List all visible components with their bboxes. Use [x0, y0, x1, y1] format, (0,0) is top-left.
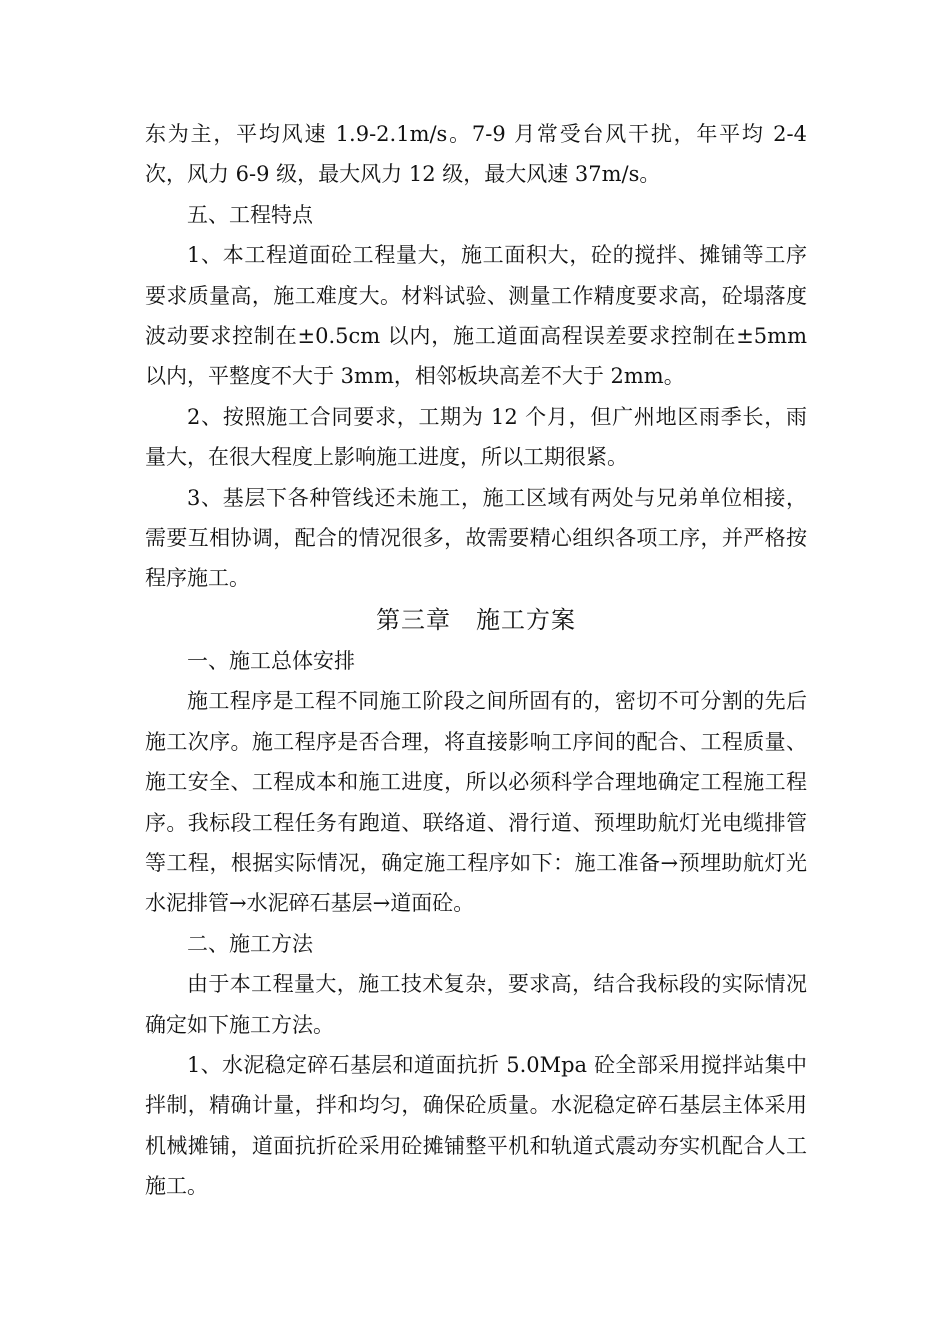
document-page: [145, 114, 807, 1207]
paragraph-climate-continued: 东为主，平均风速 1.9-2.1m/s。7-9 月常受台风干扰，年平均 2-4 次，风力 6-9 级，最大风力 12 级，最大风速 37m/s。: [145, 122, 807, 187]
paragraph-method-intro: 由于本工程量大，施工技术复杂，要求高，结合我标段的实际情况确定如下施工方法。: [145, 972, 807, 1037]
paragraph-method-1: 1、水泥稳定碎石基层和道面抗折 5.0Mpa 砼全部采用搅拌站集中拌制，精确计量，拌和均匀，确保砼质量。水泥稳定碎石基层主体采用机械摊铺，道面抗折砼采用砼摊铺整平机和轨道式震动夯实机配合人工施工。: [145, 1052, 807, 1199]
paragraph-arrangement: 施工程序是工程不同施工阶段之间所固有的，密切不可分割的先后施工次序。施工程序是否合理，将直接影响工序间的配合、工程质量、施工安全、工程成本和施工进度，所以必须科学合理地确定工程施工程序。我标段工程任务有跑道、联络道、滑行道、预埋助航灯光电缆排管等工程，根据实际情况，确定施工程序如下：施工准备→预埋助航灯光水泥排管→水泥碎石基层→道面砼。: [145, 689, 807, 916]
paragraph-feature-3: 3、基层下各种管线还未施工，施工区域有两处与兄弟单位相接，需要互相协调，配合的情况很多，故需要精心组织各项工序，并严格按程序施工。: [145, 485, 807, 591]
section-heading-project-features: 五、工程特点: [187, 202, 313, 227]
paragraph-feature-2: 2、按照施工合同要求，工期为 12 个月，但广州地区雨季长，雨量大，在很大程度上影响施工进度，所以工期很紧。: [145, 404, 807, 470]
chapter-title: 第三章 施工方案: [376, 605, 576, 634]
section-heading-construction-method: 二、施工方法: [187, 931, 313, 956]
paragraph-feature-1: 1、本工程道面砼工程量大，施工面积大，砼的搅拌、摊铺等工序要求质量高，施工难度大。材料试验、测量工作精度要求高，砼塌落度波动要求控制在±0.5cm 以内，施工道面高程误差要求控制在±5mm 以内，平整度不大于 3mm，相邻板块高差不大于 2mm。: [145, 243, 807, 389]
section-heading-overall-arrangement: 一、施工总体安排: [187, 648, 355, 673]
